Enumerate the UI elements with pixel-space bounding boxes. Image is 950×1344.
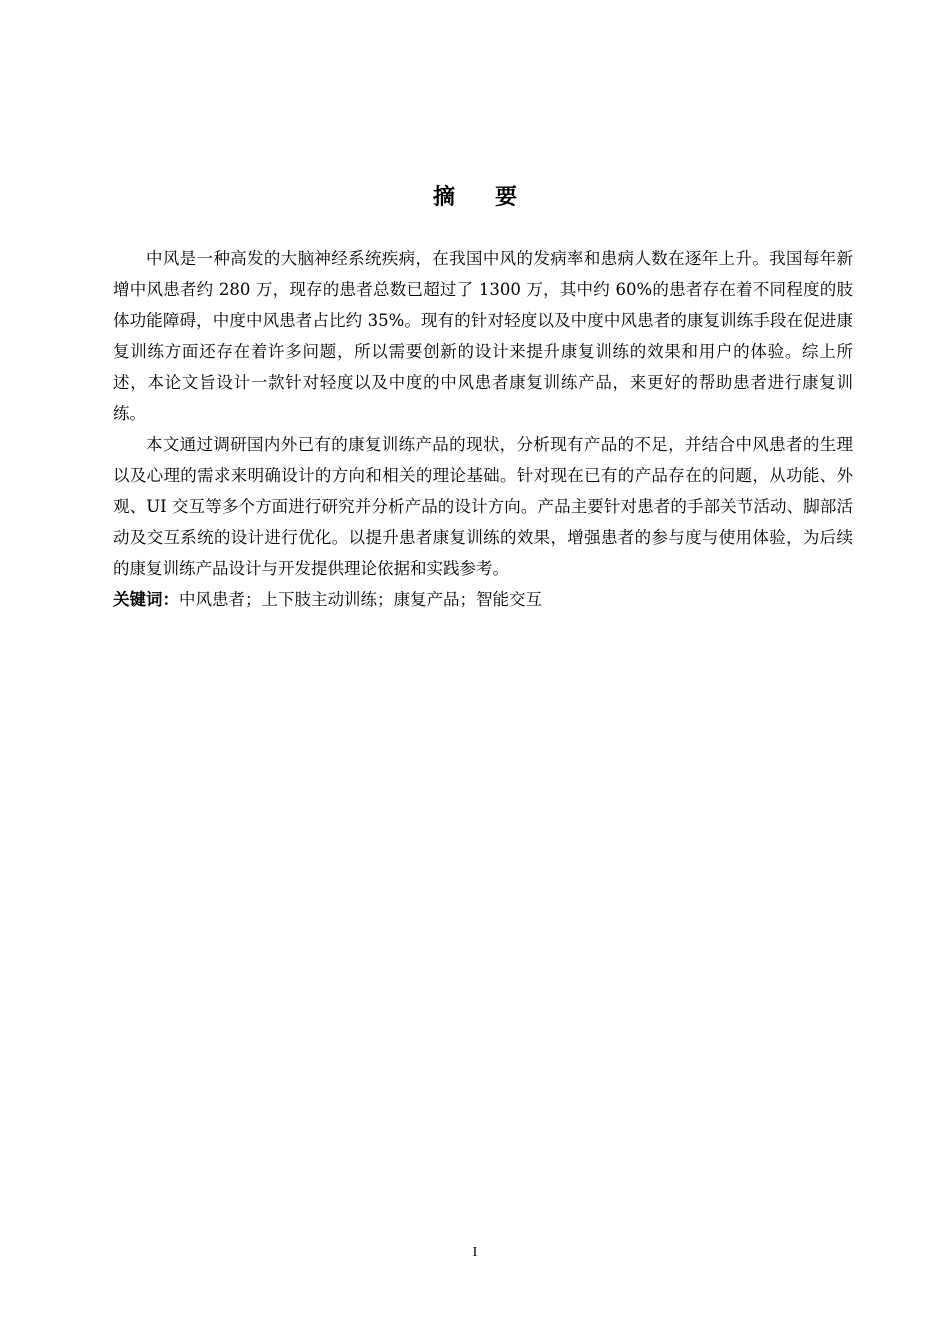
abstract-body [113,243,853,615]
abstract-paragraph-2: 本文通过调研国内外已有的康复训练产品的现状，分析现有产品的不足，并结合中风患者的生理以及心理的需求来明确设计的方向和相关的理论基础。针对现在已有的产品存在的问题，从功能、外观、UI 交互等多个方面进行研究并分析产品的设计方向。产品主要针对患者的手部关节活动、脚部活动及交互系统的设计进行优化。以提升患者康复训练的效果，增强患者的参与度与使用体验，为后续的康复训练产品设计与开发提供理论依据和实践参考。 [113,435,853,578]
keywords-line [113,584,853,615]
page-title: 摘要 [432,185,557,210]
keywords-text: 中风患者；上下肢主动训练；康复产品；智能交互 [179,590,542,609]
abstract-paragraph-1: 中风是一种高发的大脑神经系统疾病，在我国中风的发病率和患病人数在逐年上升。我国每年新增中风患者约 280 万，现存的患者总数已超过了 1300 万，其中约 60%的患者存在着不同程度的肢体功能障碍，中度中风患者占比约 35%。现有的针对轻度以及中度中风患者的康复训练手段在促进康复训练方面还存在着许多问题，所以需要创新的设计来提升康复训练的效果和用户的体验。综上所述，本论文旨设计一款针对轻度以及中度的中风患者康复训练产品，来更好的帮助患者进行康复训练。 [113,249,853,423]
page-number: I [472,1245,478,1260]
keywords-label: 关键词： [113,590,179,609]
